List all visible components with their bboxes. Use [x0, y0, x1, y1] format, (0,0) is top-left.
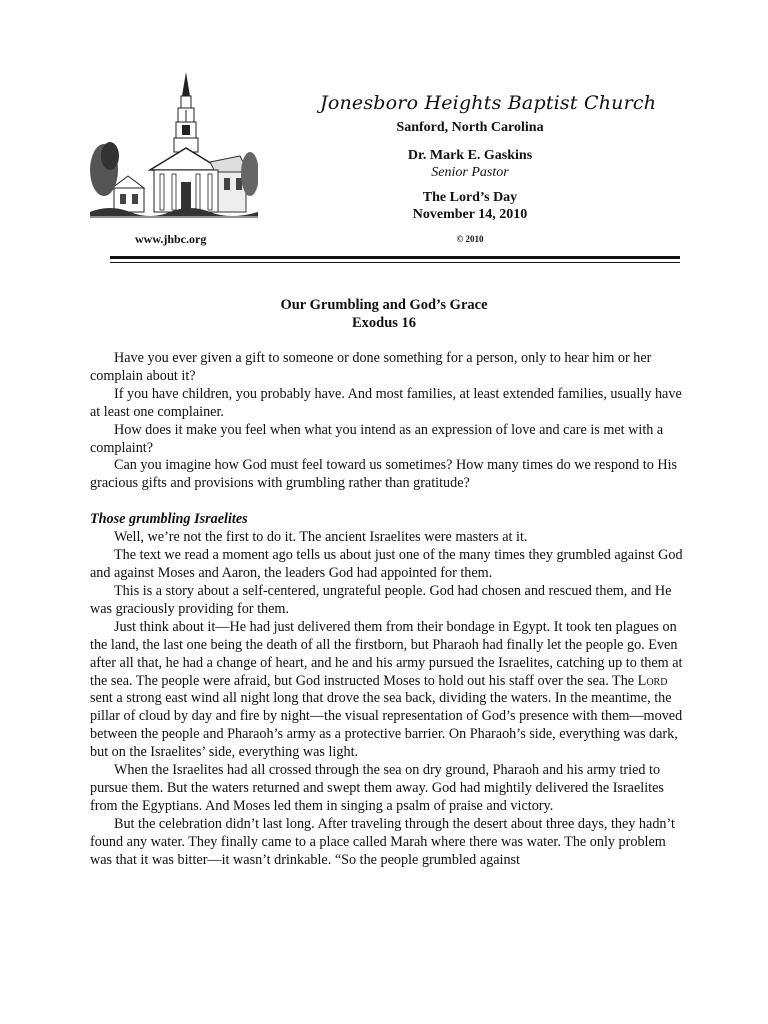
paragraph: But the celebration didn’t last long. After traveling through the desert about three days, they hadn’t found any water. They finally came to a place called Marah where there was water. The only problem was that it was bitter—it wasn’t drinkable. “So the people grumbled against: [90, 815, 675, 868]
paragraph-text: sent a strong east wind all night long that drove the sea back, dividing the waters. In the meantime, the pillar of cloud by day and fire by night—the visual representation of God’s presence with them—moved between the people and Pharaoh’s army as a protective barrier. On Pharaoh’s side, everything was dark, but on the Israelites’ side, everything was light.: [90, 690, 683, 761]
paragraph: If you have children, you probably have. And most families, at least extended families, usually have at least one complainer.: [90, 385, 682, 420]
church-building-illustration: [90, 70, 258, 220]
church-name: Jonesboro Heights Baptist Church: [320, 92, 657, 114]
paragraph: Have you ever given a gift to someone or done something for a person, only to hear him or her complain about it?: [90, 350, 652, 384]
church-location: Sanford, North Carolina: [396, 120, 544, 135]
sermon-title: Our Grumbling and God’s Grace: [280, 297, 488, 313]
paragraph: How does it make you feel when what you intend as an expression of love and care is met with a complaint?: [90, 421, 664, 456]
website-link[interactable]: www.jhbc.org: [135, 232, 207, 246]
paragraph: Can you imagine how God must feel toward us sometimes? How many times do we respond to His gracious gifts and provisions with grumbling rather than gratitude?: [90, 457, 678, 492]
paragraph-text: Just think about it—He had just delivered them from their bondage in Egypt. It took ten plagues on the land, the last one being the death of all the firstborn, but Pharaoh had finally let the people go. Even after all that, he had a change of heart, and he and his army pursued the Israelites, catching up to them at the sea. The people were afraid, but God instructed Moses to hold out his staff over the sea. The: [90, 618, 683, 689]
sermon-body: [90, 350, 690, 869]
letterhead: [0, 0, 768, 262]
sermon-heading: [0, 296, 768, 332]
section-heading: Those grumbling Israelites: [90, 511, 248, 528]
pastor-title: Senior Pastor: [431, 165, 509, 180]
paragraph: This is a story about a self-centered, ungrateful people. God had chosen and rescued them, and He was graciously providing for them.: [90, 582, 672, 617]
paragraph: The text we read a moment ago tells us about just one of the many times they grumbled against God and against Moses and Aaron, the leaders God had appointed for them.: [90, 547, 683, 582]
pastor-name: Dr. Mark E. Gaskins: [407, 148, 533, 163]
paragraph: [90, 619, 690, 762]
paragraph: Well, we’re not the first to do it. The ancient Israelites were masters at it.: [114, 529, 528, 546]
header-divider: [110, 256, 680, 259]
sermon-scripture: Exodus 16: [351, 315, 417, 331]
service-date: November 14, 2010: [412, 207, 528, 222]
service-day: The Lord’s Day: [422, 190, 518, 205]
header-divider-thin: [110, 262, 680, 263]
paragraph: When the Israelites had all crossed through the sea on dry ground, Pharaoh and his army tried to pursue them. But the waters returned and swept them away. God had mightily delivered the Israelites from the Egyptians. And Moses led them in singing a psalm of praise and victory.: [90, 762, 664, 814]
copyright-notice: © 2010: [456, 234, 484, 244]
lord-small-caps: Lord: [637, 672, 668, 689]
